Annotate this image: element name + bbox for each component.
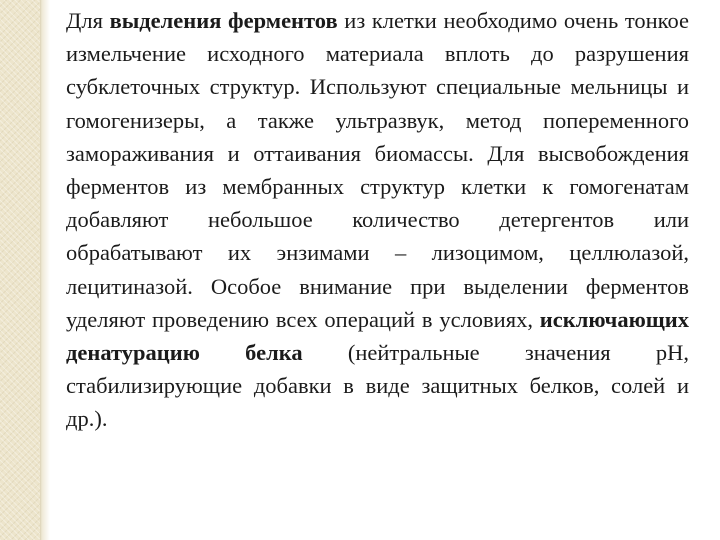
text-segment-1: Для: [66, 8, 110, 33]
decorative-side-band: [0, 0, 40, 540]
bold-phrase-excluding-denaturation: исключающих денатурацию белка: [66, 306, 689, 366]
text-segment-3: из клетки необходимо очень тонкое измельчение исходного материала вплоть до разрушения субклеточных структур. Используют специальные мельницы и гомогенизеры, а также ультразвук, метод попеременного замораживания и оттаивания биомассы. Для высвобождения ферментов из мембранных структур клетки к гомогенатам добавляют небольшое количество детергентов или обрабатывают их энзимами – лизоцимом, целлюлазой, лецитиназой. Особое внимание при выделении ферментов уделяют проведению всех операций в условиях,: [66, 8, 689, 332]
body-paragraph: [66, 4, 689, 436]
bold-phrase-enzyme-isolation: выделения ферментов: [109, 8, 338, 33]
text-segment-5: (нейтральные значения рН, стабилизирующие добавки в виде защитных белков, солей и др.).: [66, 340, 689, 432]
side-band-edge: [40, 0, 50, 540]
